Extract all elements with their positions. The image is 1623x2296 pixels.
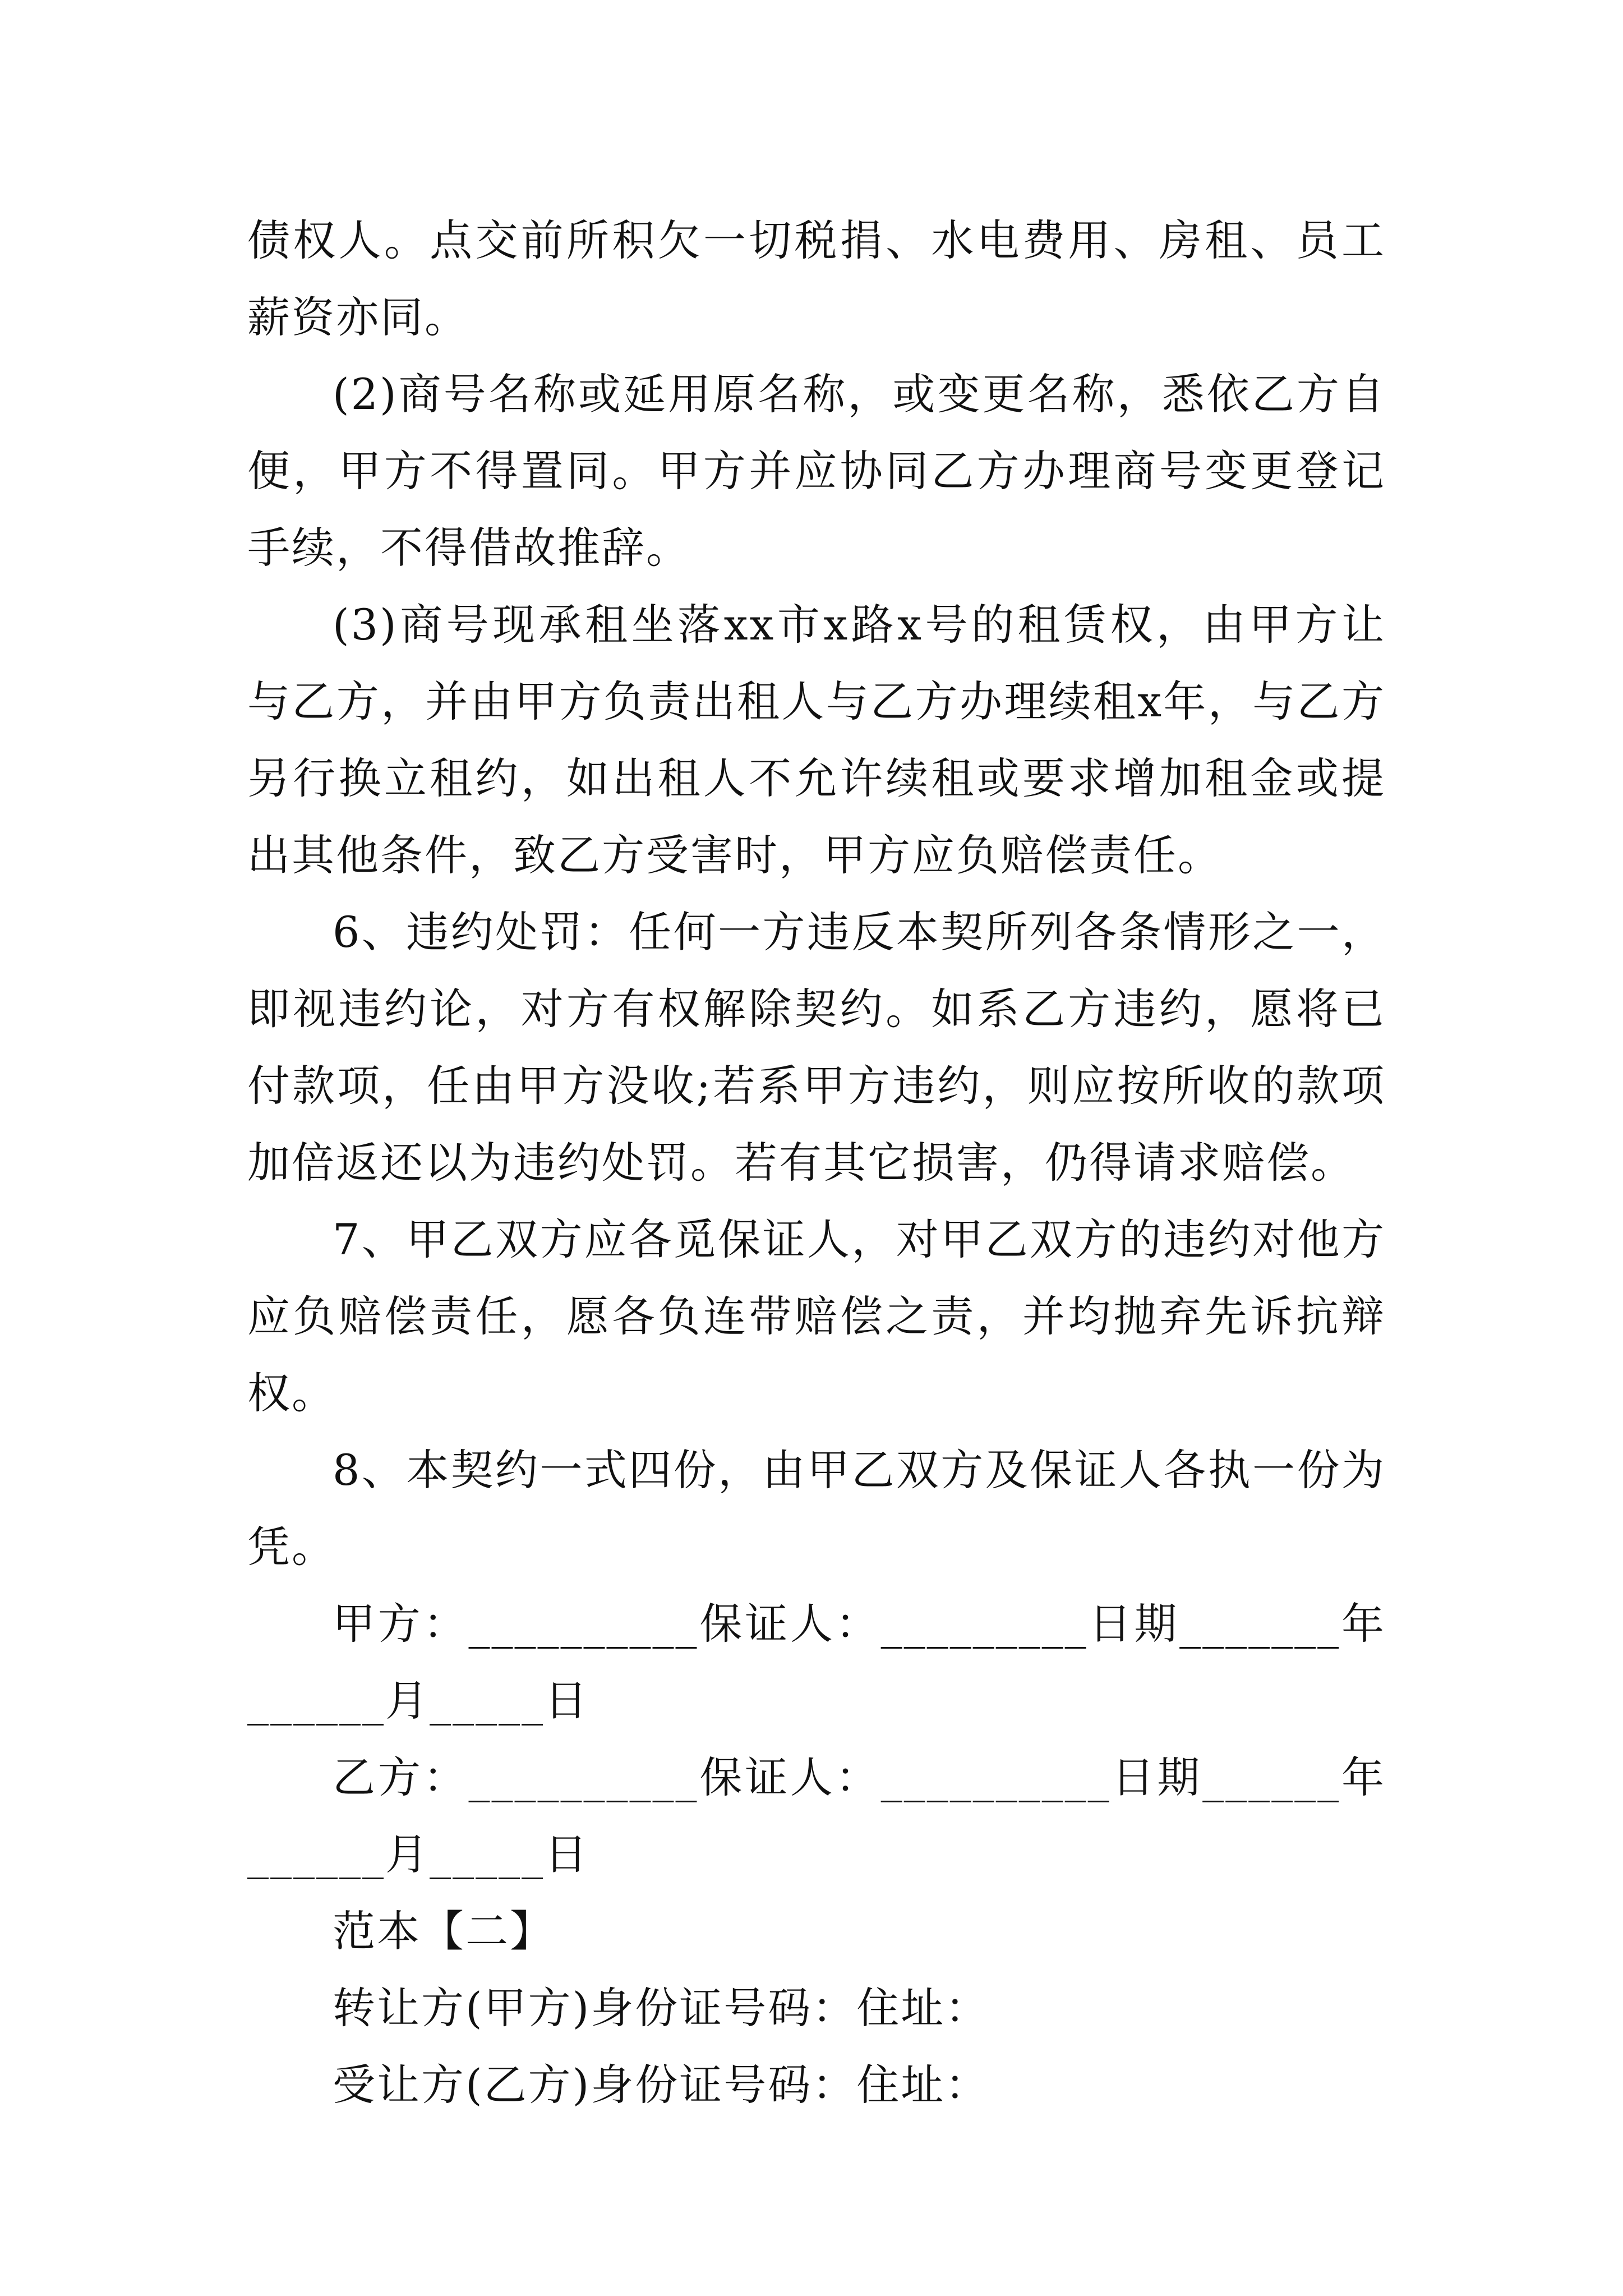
signature-line-party-b: 乙方：__________保证人：__________日期______年______月_____日 [247,1752,1386,1879]
template-two-heading: 范本【二】 [333,1906,554,1956]
paragraph-copies: 8、本契约一式四份，由甲乙双方及保证人各执一份为凭。 [247,1445,1386,1572]
paragraph-lease-rights: (3)商号现承租坐落xx市x路x号的租赁权，由甲方让与乙方，并由甲方负责出租人与乙方办理续租x年，与乙方另行换立租约，如出租人不允许续租或要求增加租金或提出其他条件，致乙方受害时，甲方应负赔偿责任。 [247,600,1386,880]
signature-line-party-a: 甲方：__________保证人：_________日期_______年______月_____日 [247,1599,1386,1726]
document-page [247,202,1386,2123]
transferee-info-line: 受让方(乙方)身份证号码：住址： [333,2060,990,2110]
paragraph-guarantors: 7、甲乙双方应各觅保证人，对甲乙双方的违约对他方应负赔偿责任，愿各负连带赔偿之责，并均抛弃先诉抗辩权。 [247,1214,1386,1418]
paragraph-trade-name: (2)商号名称或延用原名称，或变更名称，悉依乙方自便，甲方不得置同。甲方并应协同乙方办理商号变更登记手续，不得借故推辞。 [247,369,1386,573]
paragraph-breach-penalty: 6、违约处罚：任何一方违反本契所列各条情形之一，即视违约论，对方有权解除契约。如系乙方违约，愿将已付款项，任由甲方没收;若系甲方违约，则应按所收的款项加倍返还以为违约处罚。若有其它损害，仍得请求赔偿。 [247,907,1386,1188]
transferor-info-line: 转让方(甲方)身份证号码：住址： [333,1983,990,2033]
paragraph-creditor-taxes: 债权人。点交前所积欠一切税捐、水电费用、房租、员工薪资亦同。 [247,215,1386,342]
